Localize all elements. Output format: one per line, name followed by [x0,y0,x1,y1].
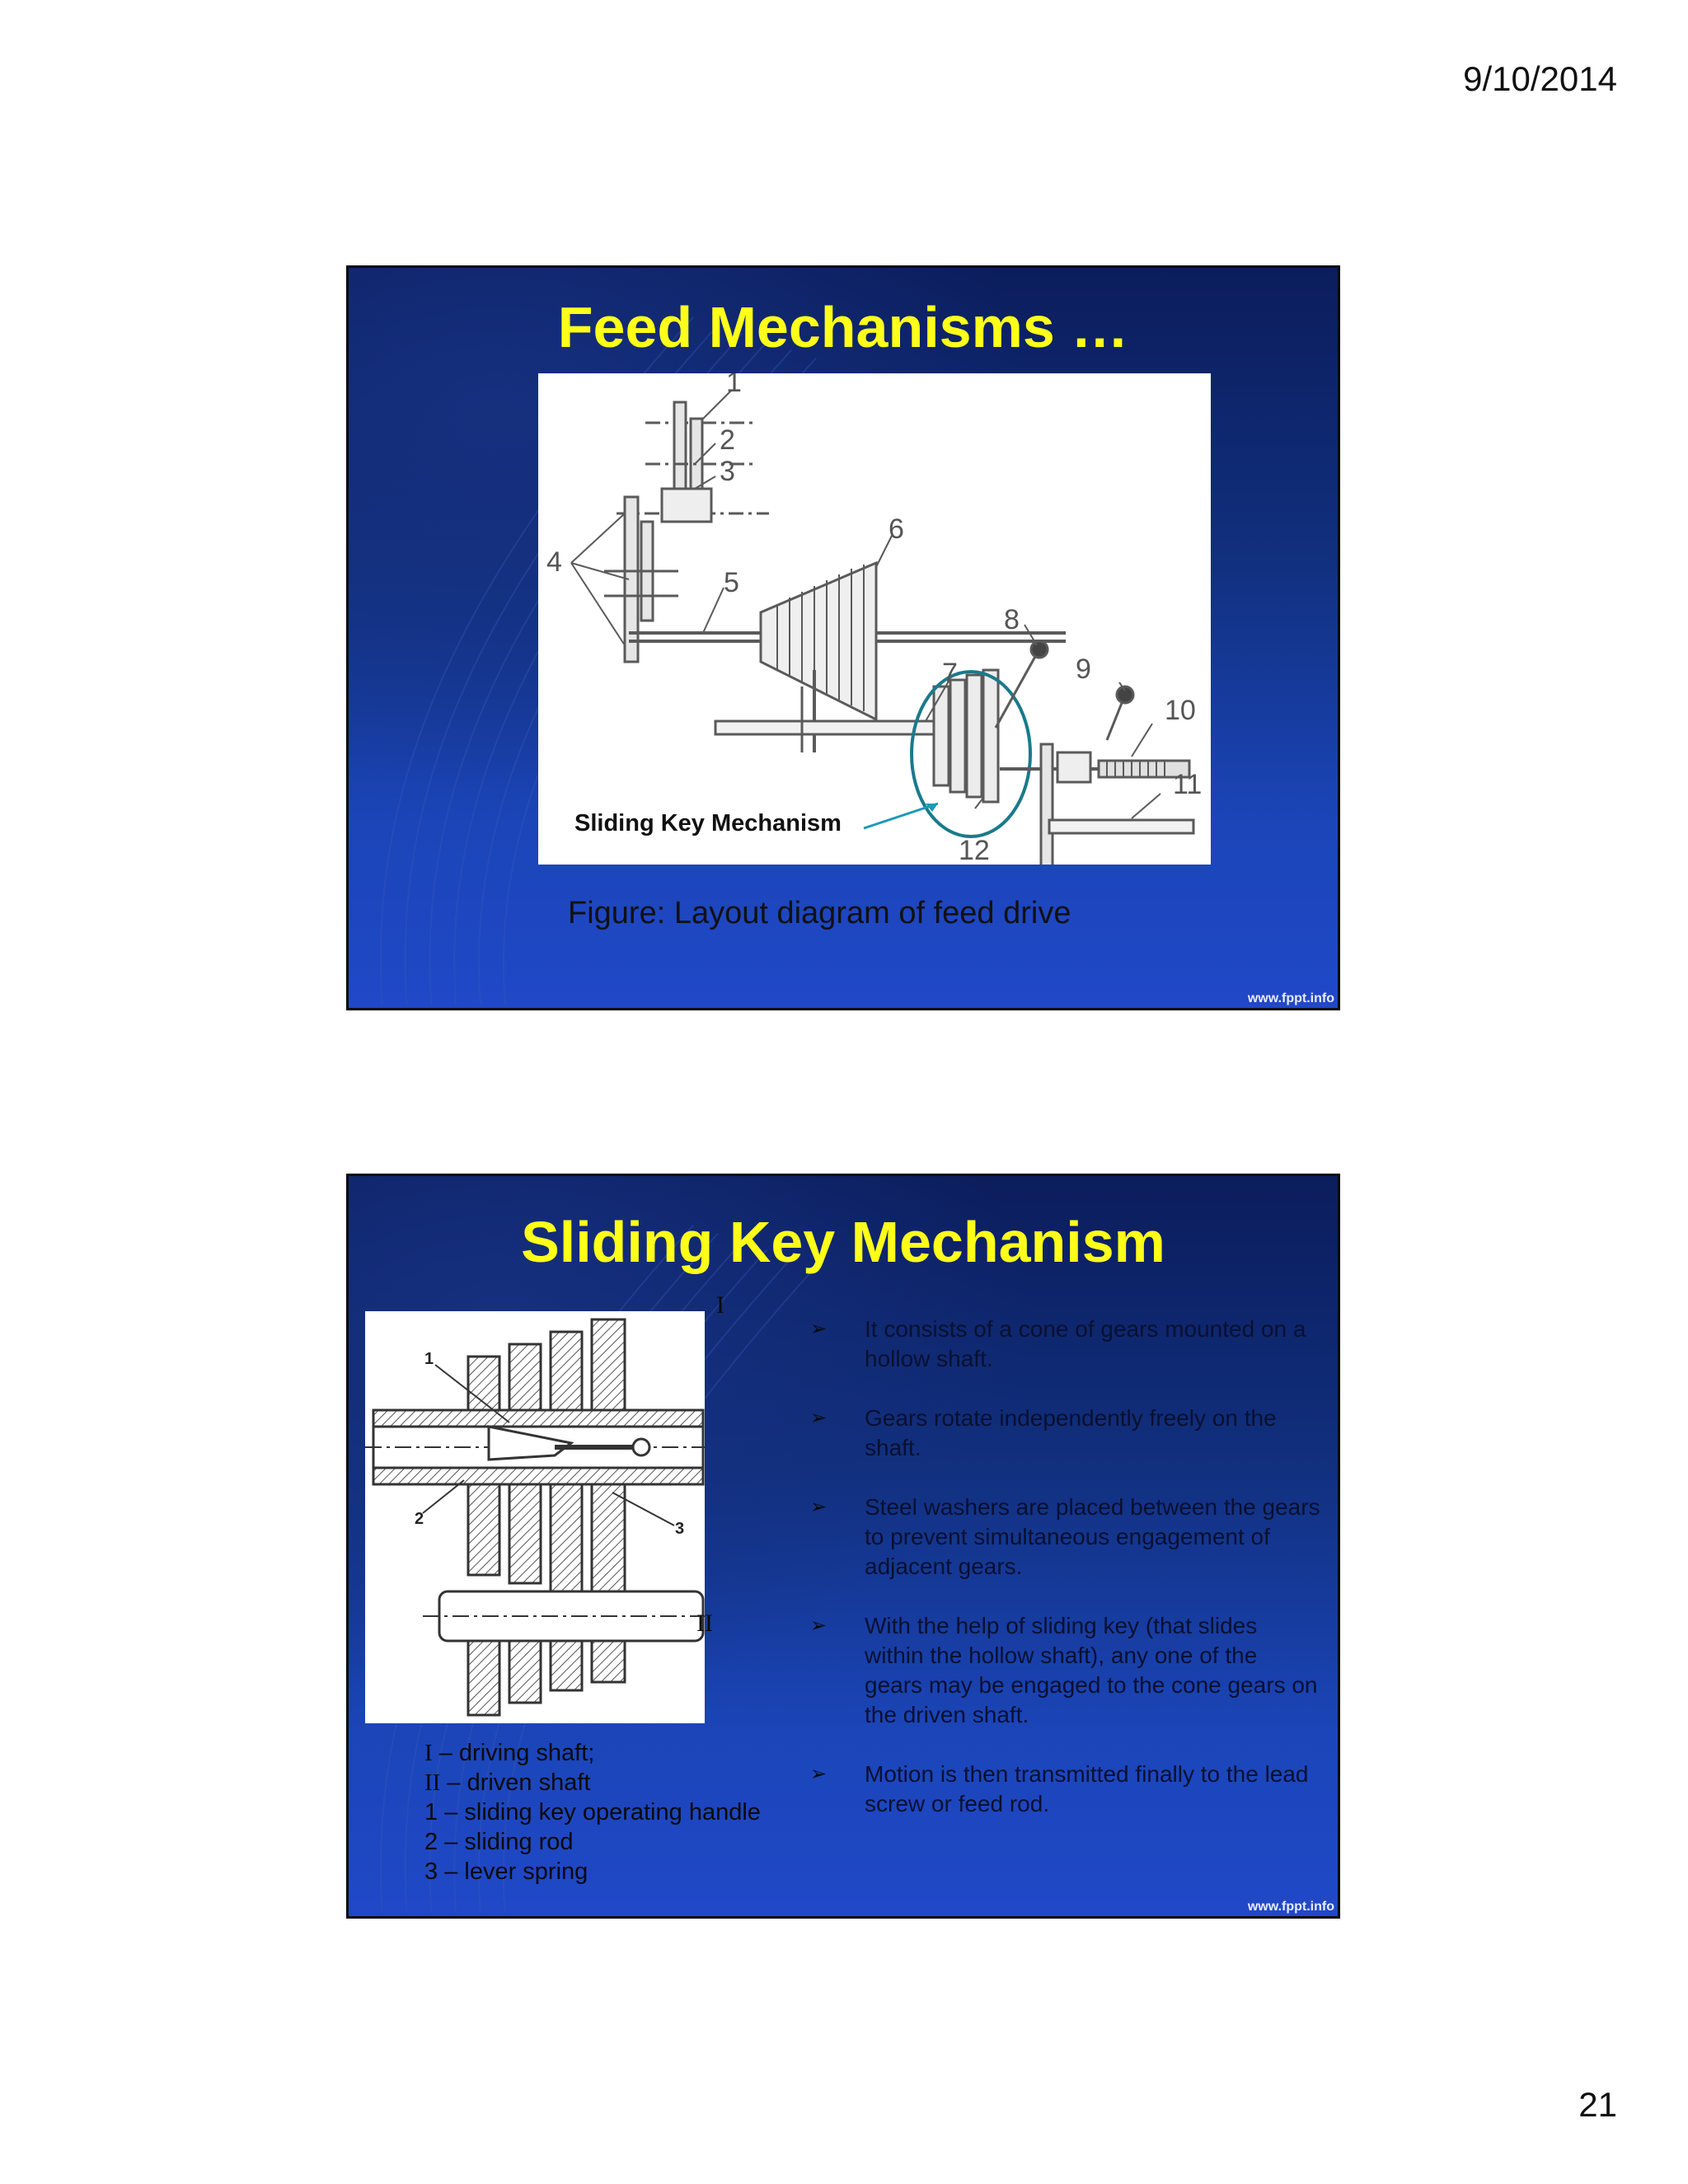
figure-caption: Figure: Layout diagram of feed drive [568,896,1071,930]
feed-drive-layout-diagram [538,373,1211,865]
shaft-label-driving: I [716,1291,724,1319]
sliding-key-drawing [365,1311,705,1723]
part-number-label: 5 [724,567,739,598]
part-number-label: 12 [959,835,990,865]
legend-item-lever-spring: 3 – lever spring [424,1858,588,1885]
figure-legend [424,1738,761,1886]
part-number-label: 6 [889,513,904,545]
bullet-item: ➢ With the help of sliding key (that slides within the hollow shaft), any one of the gears may be engaged to the cone gears on the driven shaft. [810,1613,1318,1727]
part-number-label: 7 [942,658,958,689]
arrow-bullet-icon: ➢ [810,1496,828,1518]
arrow-bullet-icon: ➢ [810,1318,828,1340]
slide-title: Feed Mechanisms … [557,295,1129,359]
part-number-label: 11 [1173,769,1203,800]
bullet-item: ➢ It consists of a cone of gears mounted on a hollow shaft. [810,1316,1306,1371]
feed-drive-drawing [538,373,1211,865]
part-number-label: 2 [720,424,735,456]
part-number-label: 9 [1076,654,1091,685]
part-number-label: 3 [720,456,735,487]
sliding-key-callout-label: Sliding Key Mechanism [574,810,842,837]
sliding-key-cross-section-diagram [365,1311,705,1723]
arrow-bullet-icon: ➢ [810,1407,828,1429]
legend-item-driving-shaft: I – driving shaft; [424,1740,595,1766]
arrow-bullet-icon: ➢ [810,1763,828,1785]
part-number-label: 4 [546,546,562,578]
part-number-label: 1 [726,373,742,398]
slide-feed-mechanisms [346,265,1340,1010]
slide-sliding-key-mechanism [346,1174,1340,1919]
page-date: 9/10/2014 [1463,59,1617,98]
arrow-bullet-icon: ➢ [810,1615,828,1637]
part-number-label: 1 [424,1350,434,1368]
legend-item-driven-shaft: II – driven shaft [424,1769,591,1796]
shaft-label-driven: II [696,1610,713,1637]
slide-title: Sliding Key Mechanism [521,1210,1165,1274]
bullet-item: ➢ Motion is then transmitted finally to the lead screw or feed rod. [810,1761,1309,1816]
part-number-label: 10 [1165,695,1196,726]
part-number-label: 2 [415,1510,424,1528]
bullet-list [810,1315,1321,1849]
watermark-text: www.fppt.info [1247,991,1334,1005]
part-number-label: 3 [675,1520,685,1538]
legend-item-sliding-rod: 2 – sliding rod [424,1829,574,1855]
bullet-item: ➢ Steel washers are placed between the gears to prevent simultaneous engagement of adjacent gears. [810,1494,1320,1579]
watermark-text: www.fppt.info [1247,1900,1334,1914]
part-number-label: 8 [1004,604,1020,635]
page-number: 21 [1578,2085,1617,2124]
bullet-item: ➢ Gears rotate independently freely on the shaft. [810,1405,1277,1460]
legend-item-operating-handle: 1 – sliding key operating handle [424,1799,761,1825]
